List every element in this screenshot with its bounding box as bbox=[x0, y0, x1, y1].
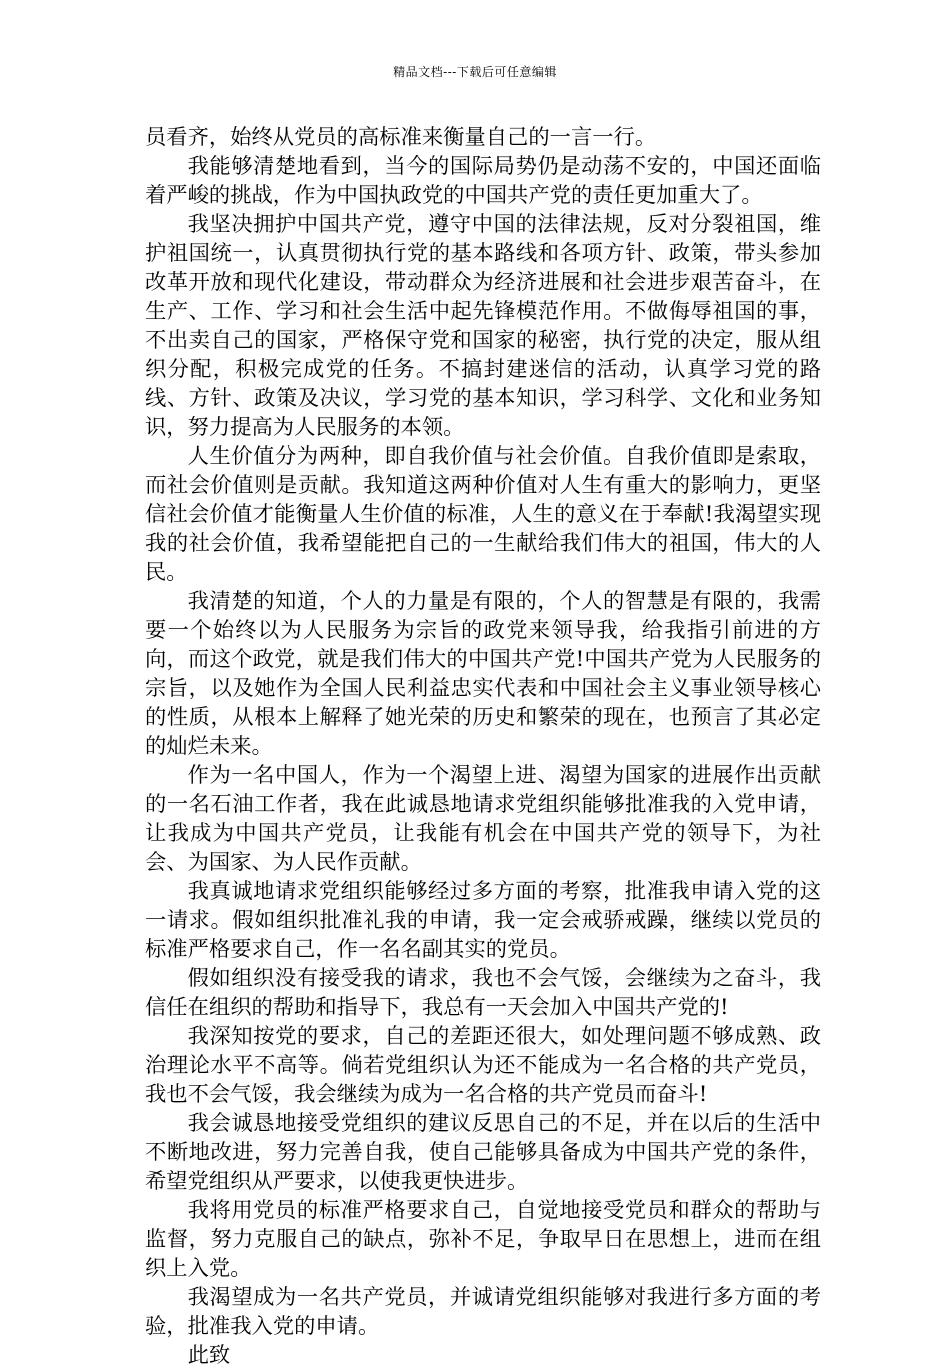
document-body bbox=[145, 123, 821, 1370]
paragraph: 假如组织没有接受我的请求，我也不会气馁，会继续为之奋斗，我信任在组织的帮助和指导下，我总有一天会加入中国共产党的! bbox=[145, 966, 821, 1020]
paragraph: 我渴望成为一名共产党员，并诚请党组织能够对我进行多方面的考验，批准我入党的申请。 bbox=[145, 1285, 821, 1339]
page-header: 精品文档---下载后可任意编辑 bbox=[393, 65, 557, 79]
paragraph: 我坚决拥护中国共产党，遵守中国的法律法规，反对分裂祖国，维护祖国统一，认真贯彻执行党的基本路线和各项方针、政策，带头参加改革开放和现代化建设，带动群众为经济进展和社会进步艰苦奋斗，在生产、工作、学习和社会生活中起先锋模范作用。不做侮辱祖国的事，不出卖自己的国家，严格保守党和国家的秘密，执行党的决定，服从组织分配，积极完成党的任务。不搞封建迷信的活动，认真学习党的路线、方针、政策及决议，学习党的基本知识，学习科学、文化和业务知识，努力提高为人民服务的本领。 bbox=[145, 212, 821, 440]
paragraph: 作为一名中国人，作为一个渴望上进、渴望为国家的进展作出贡献的一名石油工作者，我在此诚恳地请求党组织能够批准我的入党申请，让我成为中国共产党员，让我能有机会在中国共产党的领导下，为社会、为国家、为人民作贡献。 bbox=[145, 763, 821, 875]
closing-salutation: 此致 bbox=[187, 1343, 231, 1368]
paragraph: 员看齐，始终从党员的高标准来衡量自己的一言一行。 bbox=[145, 125, 657, 150]
paragraph: 我将用党员的标准严格要求自己，自觉地接受党员和群众的帮助与监督，努力克服自己的缺点，弥补不足，争取早日在思想上，进而在组织上入党。 bbox=[145, 1198, 821, 1281]
paragraph: 我深知按党的要求，自己的差距还很大，如处理问题不够成熟、政治理论水平不高等。倘若党组织认为还不能成为一名合格的共产党员，我也不会气馁，我会继续为成为一名合格的共产党员而奋斗! bbox=[145, 1024, 821, 1107]
paragraph: 我会诚恳地接受党组织的建议反思自己的不足，并在以后的生活中不断地改进，努力完善自我，使自己能够具备成为中国共产党的条件，希望党组织从严要求，以使我更快进步。 bbox=[145, 1111, 821, 1194]
paragraph: 我真诚地请求党组织能够经过多方面的考察，批准我申请入党的这一请求。假如组织批准礼我的申请，我一定会戒骄戒躁，继续以党员的标准严格要求自己，作一名名副其实的党员。 bbox=[145, 879, 821, 962]
paragraph: 我能够清楚地看到，当今的国际局势仍是动荡不安的，中国还面临着严峻的挑战，作为中国执政党的中国共产党的责任更加重大了。 bbox=[145, 154, 821, 208]
paragraph: 人生价值分为两种，即自我价值与社会价值。自我价值即是索取，而社会价值则是贡献。我知道这两种价值对人生有重大的影响力，更坚信社会价值才能衡量人生价值的标准，人生的意义在于奉献!我渴望实现我的社会价值，我希望能把自己的一生献给我们伟大的祖国，伟大的人民。 bbox=[145, 444, 821, 585]
paragraph: 我清楚的知道，个人的力量是有限的，个人的智慧是有限的，我需要一个始终以为人民服务为宗旨的政党来领导我，给我指引前进的方向，而这个政党，就是我们伟大的中国共产党!中国共产党为人民服务的宗旨，以及她作为全国人民利益忠实代表和中国社会主义事业领导核心的性质，从根本上解释了她光荣的历史和繁荣的现在，也预言了其必定的灿烂未来。 bbox=[145, 589, 821, 759]
